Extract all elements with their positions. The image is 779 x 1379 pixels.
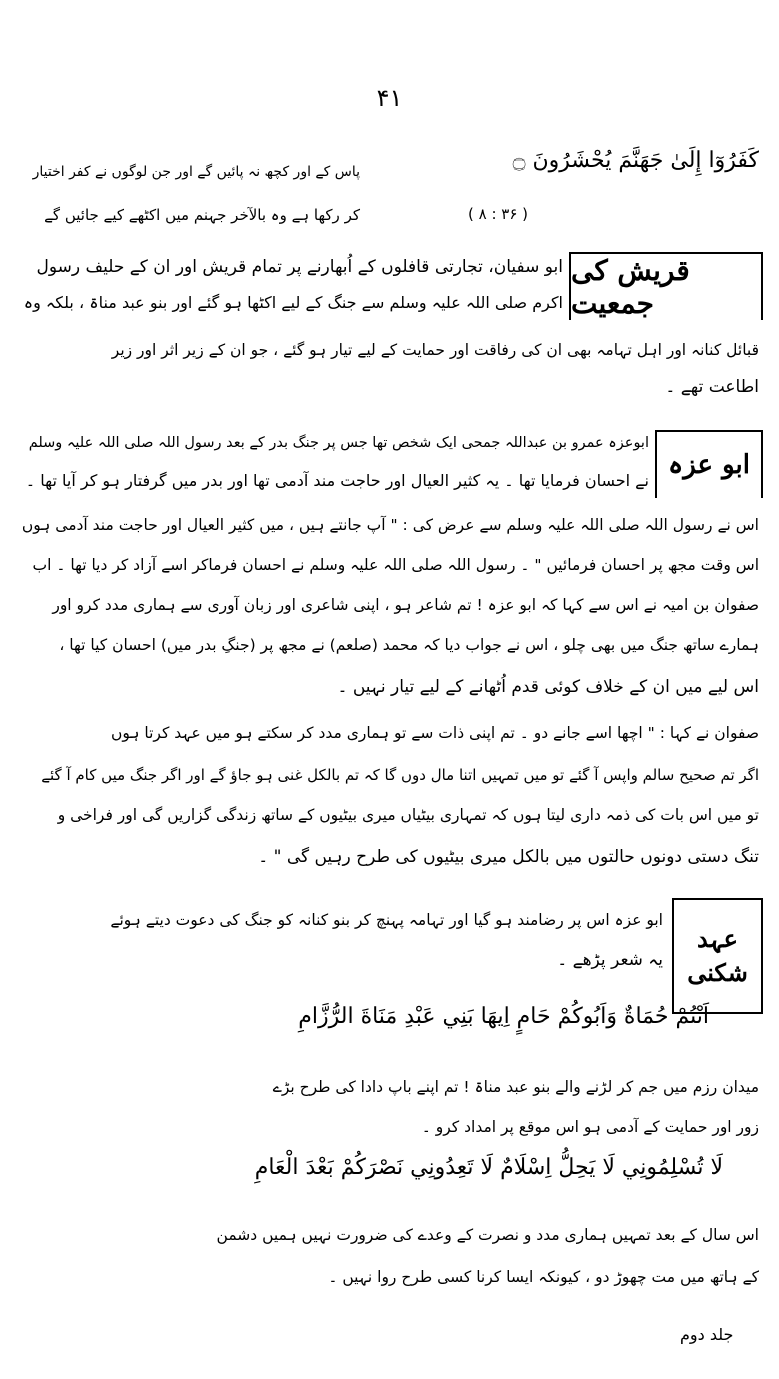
quraish-line-3: قبائل کنانہ اور اہل تہامہ بھی ان کی رفاقت اور حمایت کے لیے تیار ہو گئے ، جو ان کے زیر اثر اور زیر <box>111 341 759 359</box>
abu-azza-line-5: صفوان بن امیہ نے اس سے کہا کہ ابو عزہ ! تم شاعر ہو ، اپنی شاعری اور زبان آوری سے ہماری مدد کرو اور <box>52 596 759 614</box>
heading-quraish-label: قریش کی جمعیت <box>571 254 690 320</box>
verse-2-translation-line-1: اس سال کے بعد تمہیں ہماری مدد و نصرت کے وعدے کی ضرورت نہیں ہمیں دشمن <box>216 1226 759 1244</box>
quran-verse-arabic: كَفَرُوٓا إِلَىٰ جَهَنَّمَ يُحْشَرُونَ ۝ <box>512 148 759 173</box>
verse-2-arabic: لَا تُسْلِمُونِي لَا يَحِلُّ اِسْلَامٌ لَا تَعِدُونِي نَصْرَكُمْ بَعْدَ الْعَامِ <box>254 1155 723 1180</box>
abu-azza-line-8: صفوان نے کہا : " اچھا اسے جانے دو ۔ تم اپنی ذات سے تو ہماری مدد کر سکتے ہو میں عہد کرتا ہوں <box>110 724 759 742</box>
ahd-shikni-line-2: یہ شعر پڑھے ۔ <box>557 950 663 970</box>
quran-reference: ( ۸ : ۳۶ ) <box>468 205 528 223</box>
quraish-line-2: اکرم صلی اللہ علیہ وسلم سے جنگ کے لیے اکٹھا ہو گئے اور بنو عبد مناۃ ، بلکہ وہ <box>23 293 563 312</box>
verse-1-translation-line-1: میدان رزم میں جم کر لڑنے والے بنو عبد مناۃ ! تم اپنے باپ دادا کی طرح بڑے <box>272 1078 759 1096</box>
footer-volume: جلد دوم <box>680 1325 734 1344</box>
quraish-line-1: ابو سفیان، تجارتی قافلوں کے اُبھارنے پر تمام قریش اور ان کے حلیف رسول <box>36 257 563 277</box>
heading-ahd-shikni <box>672 898 763 1014</box>
verse-2-translation-line-2: کے ہاتھ میں مت چھوڑ دو ، کیونکہ ایسا کرنا کسی طرح روا نہیں ۔ <box>328 1268 759 1286</box>
abu-azza-line-10: تو میں اس بات کی ذمہ داری لیتا ہوں کہ تمہاری بیٹیاں میری بیٹیوں کے ساتھ زندگی گزاریں گی اور فراخی و <box>57 806 759 824</box>
abu-azza-line-1: ابوعزہ عمرو بن عبداللہ جمحی ایک شخص تھا جس پر جنگ بدر کے بعد رسول اللہ صلی اللہ علیہ وسلم <box>28 435 649 451</box>
heading-quraish-jamiat <box>569 252 763 320</box>
abu-azza-line-9: اگر تم صحیح سالم واپس آ گئے تو میں تمہیں اتنا مال دوں گا کہ تم بالکل غنی ہو جاؤ گے اور اگر جنگ میں کام آ گئے <box>41 766 759 784</box>
abu-azza-line-11: تنگ دستی دونوں حالتوں میں بالکل میری بیٹیوں کی طرح رہیں گی " ۔ <box>258 847 759 867</box>
page-number: ۴۱ <box>376 84 403 112</box>
heading-abu-azza-label: ابو عزہ <box>667 450 751 480</box>
heading-ahd-shikni-label: عہد شکنی <box>687 924 748 987</box>
ahd-shikni-line-1: ابو عزہ اس پر رضامند ہو گیا اور تہامہ پہنچ کر بنو کنانہ کو جنگ کی دعوت دیتے ہوئے <box>110 911 663 929</box>
verse-1-arabic: اَنْتُمْ حُمَاةٌ وَاَبُوكُمْ حَامٍ اِيهَا بَنِي عَبْدِ مَنَاةَ الرُّزَّامِ <box>298 1004 709 1029</box>
abu-azza-line-3: اس نے رسول اللہ صلی اللہ علیہ وسلم سے عرض کی : " آپ جانتے ہیں ، میں کثیر العیال اور حاجت مند آدمی ہوں <box>21 516 759 534</box>
abu-azza-line-7: اس لیے میں ان کے خلاف کوئی قدم اُٹھانے کے لیے تیار نہیں ۔ <box>337 677 759 697</box>
heading-abu-azza <box>655 430 763 498</box>
abu-azza-line-2: نے احسان فرمایا تھا ۔ یہ کثیر العیال اور حاجت مند آدمی تھا اور بدر میں گرفتار ہو کر آیا تھا ۔ <box>25 471 649 490</box>
quran-translation-line-1: پاس کے اور کچھ نہ پائیں گے اور جن لوگوں نے کفر اختیار <box>32 164 360 180</box>
abu-azza-line-4: اس وقت مجھ پر احسان فرمائیں " ۔ رسول اللہ صلی اللہ علیہ وسلم نے احسان فرماکر اسے آزاد کر دیا تھا ۔ اب <box>32 556 759 574</box>
quraish-line-4: اطاعت تھے ۔ <box>665 377 759 397</box>
quran-translation-line-2: کر رکھا ہے وہ بالآخر جہنم میں اکٹھے کیے جائیں گے <box>44 206 360 224</box>
abu-azza-line-6: ہمارے ساتھ جنگ میں بھی چلو ، اس نے جواب دیا کہ محمد (صلعم) نے مجھ پر (جنگِ بدر میں) احسان کیا تھا ، <box>59 636 759 654</box>
verse-1-translation-line-2: زور اور حمایت کے آدمی ہو اس موقع پر امداد کرو ۔ <box>421 1118 759 1136</box>
